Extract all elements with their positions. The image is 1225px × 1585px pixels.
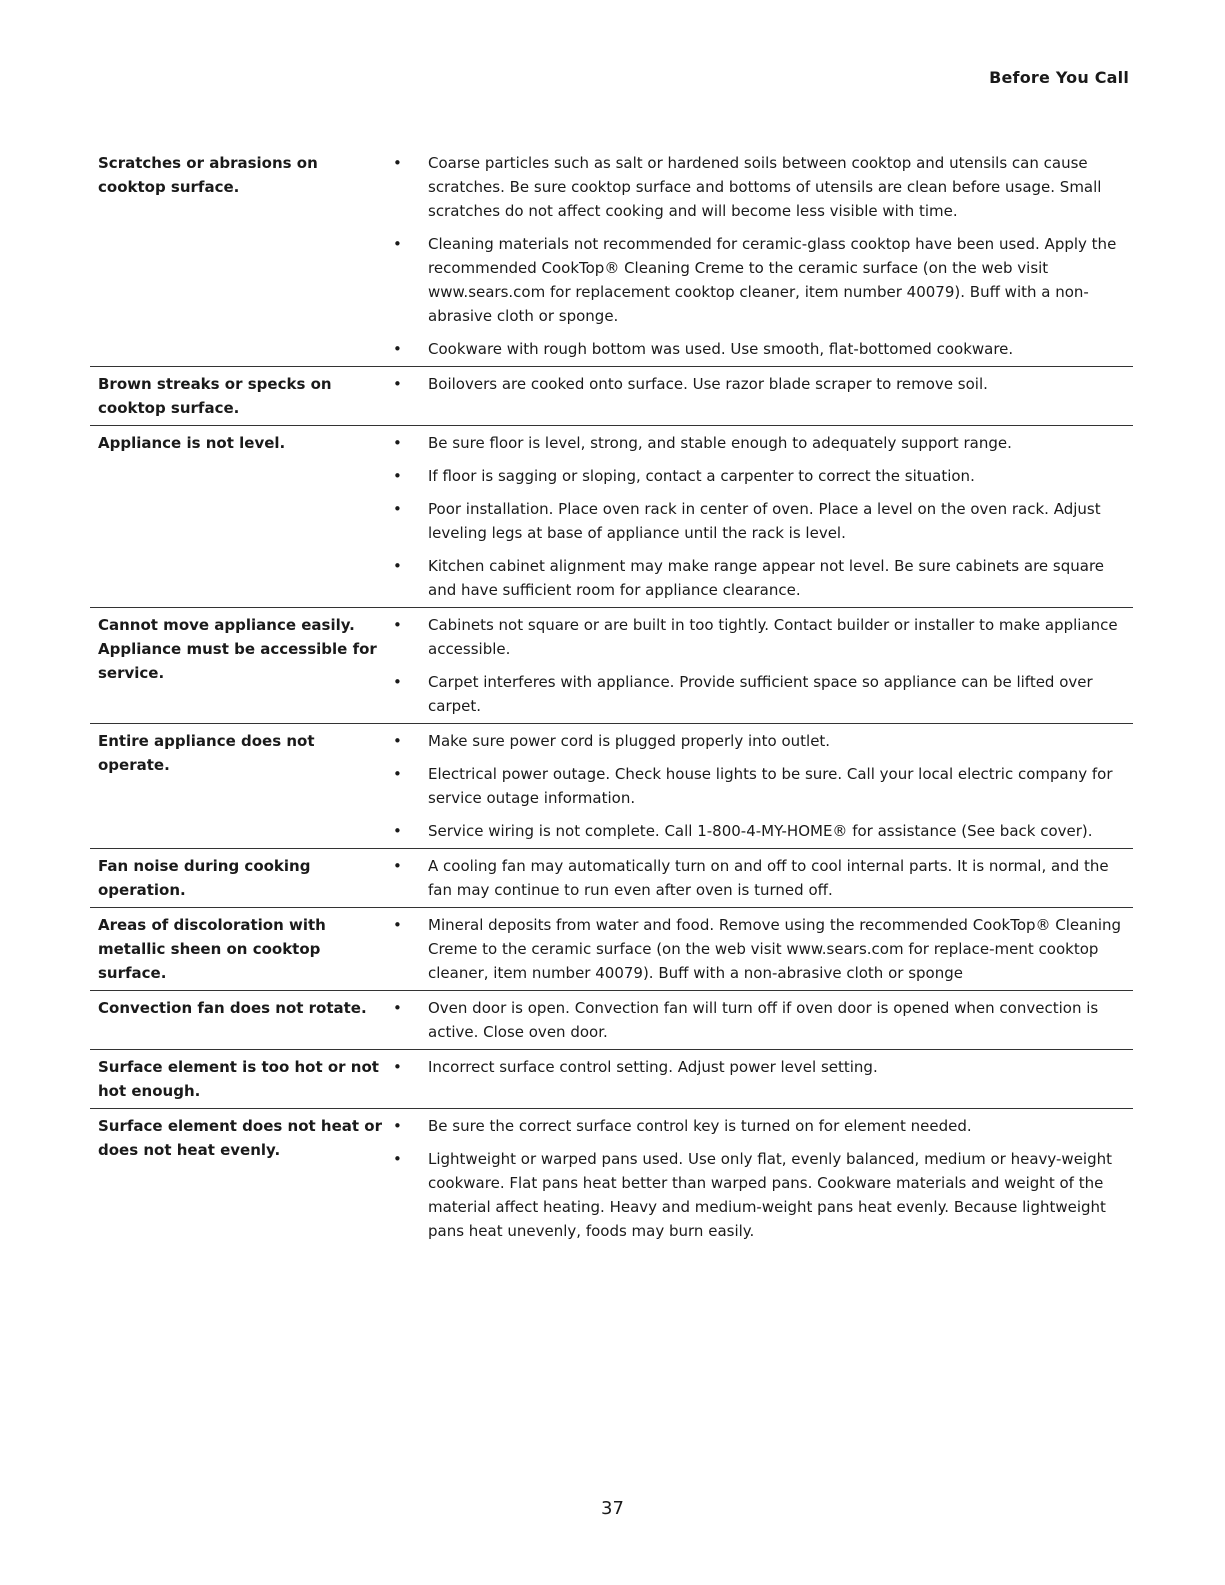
table-row — [90, 367, 1133, 426]
list-item — [388, 151, 1133, 223]
cause-text: Make sure power cord is plugged properly into outlet. — [428, 732, 831, 750]
cause-text: Be sure floor is level, strong, and stable enough to adequately support range. — [428, 434, 1012, 452]
problem-label: Fan noise during cooking operation. — [98, 857, 311, 899]
list-item — [388, 497, 1133, 545]
table-row — [90, 849, 1133, 908]
bullet-icon: • — [393, 916, 402, 934]
cause-text: Boilovers are cooked onto surface. Use razor blade scraper to remove soil. — [428, 375, 988, 393]
cause-list — [388, 913, 1133, 985]
list-item — [388, 613, 1133, 661]
list-item — [388, 762, 1133, 810]
list-item — [388, 670, 1133, 718]
list-item — [388, 1055, 1133, 1079]
list-item — [388, 464, 1133, 488]
problem-label: Cannot move appliance easily. Appliance must be accessible for service. — [98, 616, 377, 682]
list-item — [388, 913, 1133, 985]
cause-text: Service wiring is not complete. Call 1-800-4-MY-HOME® for assistance (See back cover). — [428, 822, 1093, 840]
cause-text: If floor is sagging or sloping, contact a carpenter to correct the situation. — [428, 467, 975, 485]
list-item — [388, 1114, 1133, 1138]
page-number: 37 — [601, 1498, 624, 1519]
cause-list — [388, 729, 1133, 843]
cause-text: Lightweight or warped pans used. Use only flat, evenly balanced, medium or heavy-weight cookware. Flat pans heat better than warped pans. Cookware materials and weight of the material affect heating. Heavy and medium-weight pans heat evenly. Because lightweight pans heat unevenly, foods may burn easily. — [428, 1150, 1113, 1240]
bullet-icon: • — [393, 154, 402, 172]
cause-text: A cooling fan may automatically turn on and off to cool internal parts. It is normal, and the fan may continue to run even after oven is turned off. — [428, 857, 1109, 899]
cause-list — [388, 151, 1133, 361]
bullet-icon: • — [393, 999, 402, 1017]
table-row — [90, 608, 1133, 724]
list-item — [388, 854, 1133, 902]
cause-list — [388, 996, 1133, 1044]
table-row — [90, 1109, 1133, 1248]
list-item — [388, 729, 1133, 753]
troubleshooting-table — [90, 146, 1133, 1248]
cause-text: Cookware with rough bottom was used. Use smooth, flat-bottomed cookware. — [428, 340, 1014, 358]
problem-label: Surface element is too hot or not hot enough. — [98, 1058, 379, 1100]
table-row — [90, 724, 1133, 849]
bullet-icon: • — [393, 673, 402, 691]
bullet-icon: • — [393, 1150, 402, 1168]
problem-label: Scratches or abrasions on cooktop surface. — [98, 154, 318, 196]
list-item — [388, 996, 1133, 1044]
bullet-icon: • — [393, 765, 402, 783]
cause-text: Carpet interferes with appliance. Provide sufficient space so appliance can be lifted over carpet. — [428, 673, 1093, 715]
bullet-icon: • — [393, 857, 402, 875]
bullet-icon: • — [393, 434, 402, 452]
problem-label: Brown streaks or specks on cooktop surface. — [98, 375, 332, 417]
cause-list — [388, 431, 1133, 602]
cause-list — [388, 1114, 1133, 1243]
problem-label: Areas of discoloration with metallic sheen on cooktop surface. — [98, 916, 326, 982]
problem-label: Convection fan does not rotate. — [98, 999, 367, 1017]
problem-label: Appliance is not level. — [98, 434, 286, 452]
table-row — [90, 908, 1133, 991]
list-item — [388, 1147, 1133, 1243]
table-row — [90, 1050, 1133, 1109]
list-item — [388, 554, 1133, 602]
cause-list — [388, 854, 1133, 902]
problem-label: Surface element does not heat or does not heat evenly. — [98, 1117, 382, 1159]
cause-text: Oven door is open. Convection fan will turn off if oven door is opened when convection is active. Close oven door. — [428, 999, 1099, 1041]
bullet-icon: • — [393, 732, 402, 750]
table-row — [90, 991, 1133, 1050]
cause-text: Be sure the correct surface control key is turned on for element needed. — [428, 1117, 972, 1135]
section-title: Before You Call — [989, 68, 1129, 87]
cause-text: Cleaning materials not recommended for ceramic-glass cooktop have been used. Apply the recommended CookTop® Cleaning Creme to the ceramic surface (on the web visit www.sears.com for replacement cooktop cleaner, item number 40079). Buff with a non-abrasive cloth or sponge. — [428, 235, 1117, 325]
cause-text: Incorrect surface control setting. Adjust power level setting. — [428, 1058, 878, 1076]
bullet-icon: • — [393, 1117, 402, 1135]
bullet-icon: • — [393, 467, 402, 485]
table-row — [90, 426, 1133, 608]
table-row — [90, 146, 1133, 367]
list-item — [388, 372, 1133, 396]
cause-text: Kitchen cabinet alignment may make range appear not level. Be sure cabinets are square and have sufficient room for appliance clearance. — [428, 557, 1105, 599]
cause-text: Electrical power outage. Check house lights to be sure. Call your local electric company for service outage information. — [428, 765, 1113, 807]
bullet-icon: • — [393, 500, 402, 518]
cause-text: Coarse particles such as salt or hardened soils between cooktop and utensils can cause scratches. Be sure cooktop surface and bottoms of utensils are clean before usage. Small scratches do not affect cooking and will become less visible with time. — [428, 154, 1102, 220]
cause-text: Cabinets not square or are built in too tightly. Contact builder or installer to make appliance accessible. — [428, 616, 1118, 658]
cause-list — [388, 1055, 1133, 1103]
cause-text: Mineral deposits from water and food. Remove using the recommended CookTop® Cleaning Creme to the ceramic surface (on the web visit www.sears.com for replace-ment cooktop cleaner, item number 40079). Buff with a non-abrasive cloth or sponge — [428, 916, 1122, 982]
list-item — [388, 232, 1133, 328]
cause-list — [388, 372, 1133, 420]
list-item — [388, 337, 1133, 361]
bullet-icon: • — [393, 557, 402, 575]
bullet-icon: • — [393, 375, 402, 393]
bullet-icon: • — [393, 616, 402, 634]
bullet-icon: • — [393, 1058, 402, 1076]
list-item — [388, 819, 1133, 843]
problem-label: Entire appliance does not operate. — [98, 732, 315, 774]
list-item — [388, 431, 1133, 455]
bullet-icon: • — [393, 235, 402, 253]
cause-text: Poor installation. Place oven rack in center of oven. Place a level on the oven rack. Adjust leveling legs at base of appliance until the rack is level. — [428, 500, 1101, 542]
cause-list — [388, 613, 1133, 718]
bullet-icon: • — [393, 822, 402, 840]
bullet-icon: • — [393, 340, 402, 358]
